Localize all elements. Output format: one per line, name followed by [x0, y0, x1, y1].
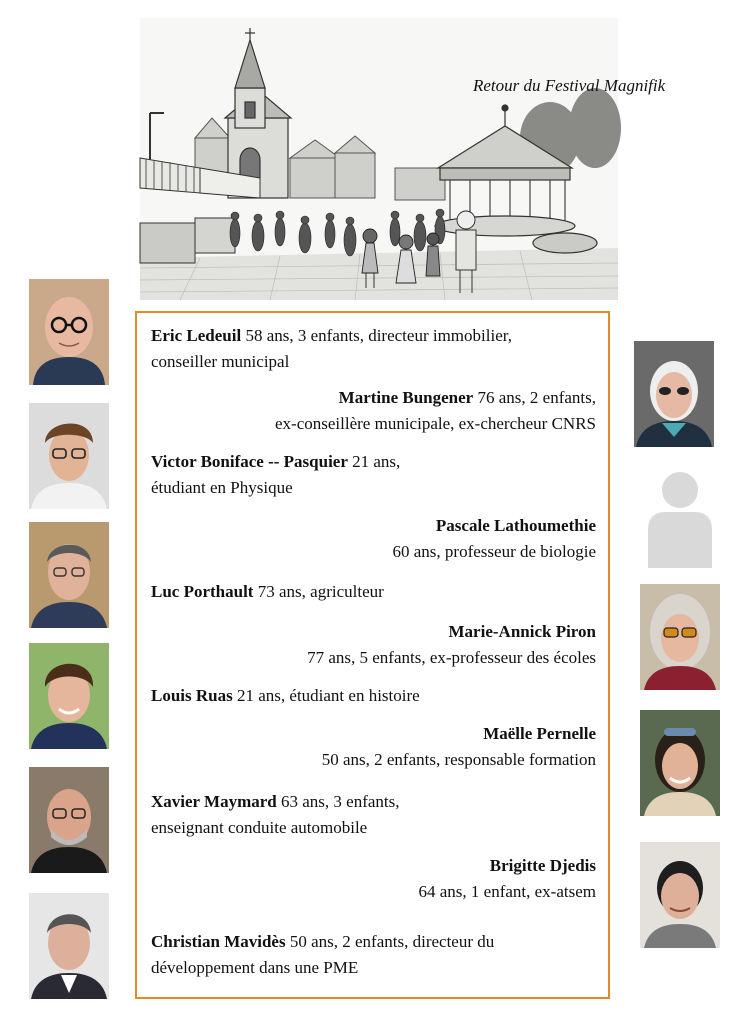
member-info: 21 ans,: [347, 452, 401, 471]
member-entry-6: [307, 619, 596, 671]
member-info-2: enseignant conduite automobile: [151, 818, 368, 837]
member-info: 63 ans, 3 enfants,: [276, 792, 400, 811]
photo-man-suit: [29, 893, 109, 999]
member-entry-8: [322, 721, 596, 773]
member-info-2: 50 ans, 2 enfants, responsable formation: [321, 750, 596, 769]
photo-young-man-glasses: [29, 403, 109, 509]
member-name: Eric Ledeuil: [151, 326, 242, 345]
member-info-2: conseiller municipal: [151, 352, 290, 371]
member-entry-7: [151, 683, 420, 709]
illustration-title: Retour du Festival Magnifik: [473, 76, 666, 95]
photo-woman-sunglasses: [640, 584, 720, 690]
member-name: Victor Boniface -- Pasquier: [151, 452, 348, 471]
photo-woman-dark-hair: [640, 842, 720, 948]
member-entry-9: [151, 789, 400, 841]
member-info-2: développement dans une PME: [151, 958, 359, 977]
member-info: 76 ans, 2 enfants,: [473, 388, 596, 407]
festival-illustration: [140, 18, 666, 300]
photo-man-glasses-bald: [29, 279, 109, 385]
member-info: 73 ans, agriculteur: [253, 582, 384, 601]
member-entry-2: [275, 385, 596, 437]
member-name: Christian Mavidès: [151, 932, 286, 951]
member-info-2: 77 ans, 5 enfants, ex-professeur des écoles: [307, 648, 596, 667]
member-entry-11: [151, 929, 494, 981]
member-info: 21 ans, étudiant en histoire: [232, 686, 420, 705]
member-name: Martine Bungener: [338, 388, 474, 407]
member-name: Xavier Maymard: [151, 792, 277, 811]
member-name: Pascale Lathoumethie: [435, 516, 596, 535]
photo-woman-smiling: [640, 710, 720, 816]
photo-man-beard-glasses: [29, 767, 109, 873]
member-name: Marie-Annick Piron: [448, 622, 596, 641]
member-info-2: étudiant en Physique: [151, 478, 293, 497]
member-info-2: ex-conseillère municipale, ex-chercheur CNRS: [275, 414, 596, 433]
members-list-panel: [135, 311, 610, 999]
member-entry-4: [393, 513, 596, 565]
member-name: Maëlle Pernelle: [483, 724, 596, 743]
member-entry-3: [151, 449, 400, 501]
member-name: Louis Ruas: [151, 686, 233, 705]
member-entry-1: [151, 323, 512, 375]
member-name: Luc Porthault: [151, 582, 254, 601]
member-info: 58 ans, 3 enfants, directeur immobilier,: [241, 326, 512, 345]
photo-woman-white-hair-glasses: [634, 341, 714, 447]
member-name: Brigitte Djedis: [489, 856, 596, 875]
person-placeholder-icon: [634, 462, 714, 568]
photo-teen-boy: [29, 643, 109, 749]
member-info-2: 64 ans, 1 enfant, ex-atsem: [418, 882, 596, 901]
member-info: 50 ans, 2 enfants, directeur du: [285, 932, 495, 951]
photo-older-man-glasses: [29, 522, 109, 628]
member-entry-5: [151, 579, 384, 605]
member-info-2: 60 ans, professeur de biologie: [392, 542, 596, 561]
member-entry-10: [419, 853, 597, 905]
